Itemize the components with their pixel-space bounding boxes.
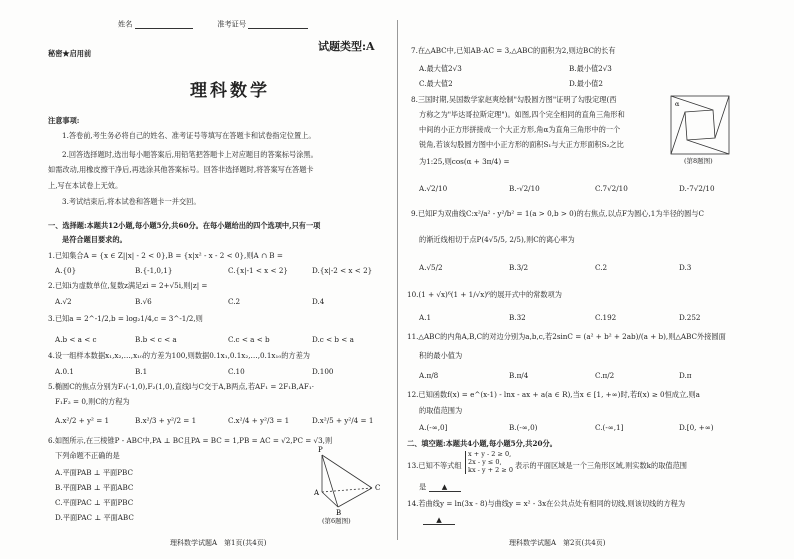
pinwheel-line xyxy=(715,96,729,138)
blank-mark: ▲ xyxy=(436,515,442,524)
question-8-line: 方称之为"毕达哥拉斯定理")。如图,四个完全相同的直角三角形和 xyxy=(419,110,625,119)
question-option: D.-7√2/10 xyxy=(679,184,715,193)
question-option: C.{x|-1 < x < 2} xyxy=(228,266,288,275)
question-11-stem: 11.△ABC的内角A,B,C的对边分别为a,b,c,若2sinC = (a² + b² + 2ab)/(a + b),则△ABC外接圆面 xyxy=(407,332,726,341)
question-7-stem: 7.在△ABC中,已知AB·AC = 3,△ABC的面积为2,则边BC的长有 xyxy=(411,46,616,55)
page-title: 理科数学 xyxy=(190,81,270,101)
question-option: A.0.1 xyxy=(55,367,74,376)
question-option: A.√2 xyxy=(55,297,72,306)
question-option: D.π xyxy=(679,371,692,380)
angle-alpha: α xyxy=(675,100,680,108)
question-option: A.1 xyxy=(419,313,432,322)
question-option: C.π/2 xyxy=(595,371,615,380)
question-5-stem-cont: F₁F₂ = 0,则C的方程为 xyxy=(55,397,130,406)
question-5-stem: 5.椭圆C的焦点分别为F₁(-1,0),F₂(1,0),直线l与C交于A,B两点,若AF₁ = 2F₁B,AF₁· xyxy=(48,382,315,391)
question-12-stem: 12.已知函数f(x) = e^(x-1) - lnx - ax + a(a ∈ R),当x ∈ [1, +∞)时,若f(x) ≥ 0恒成立,则a xyxy=(407,390,700,399)
question-8-line: 中间的小正方形拼接成一个大正方形,角α为直角三角形中的一个 xyxy=(419,125,621,134)
question-option: B.32 xyxy=(509,313,526,322)
note-line: 如需改动,用橡皮擦干净后,再选涂其他答案标号。回答非选择题时,将答案写在答题卡 xyxy=(48,165,314,174)
question-8-line: 为1:25,则cos(α + 3π/4) = xyxy=(419,157,510,166)
notes-heading: 注意事项: xyxy=(48,116,80,125)
question-10-stem: 10.(1 + √x)⁶(1 + 1/√x)⁶的展开式中的常数项为 xyxy=(407,290,562,299)
question-3-stem: 3.已知a = 2^-1/2,b = log₂1/4,c = 3^-1/2,则 xyxy=(48,314,203,323)
question-option: B.平面PAB ⊥ 平面ABC xyxy=(55,483,134,492)
footer-right: 理科数学试题A 第2页(共4页) xyxy=(509,539,606,547)
question-1-stem: 1.已知集合A = {x ∈ Z||x| - 2 < 0},B = {x|x² - x - 2 < 0},则A ∩ B = xyxy=(48,251,283,260)
answer-blank xyxy=(423,516,455,525)
question-option: B.(-∞,0) xyxy=(509,423,538,432)
inequality-line: 2x - y ≤ 0, xyxy=(468,457,502,466)
question-option: A.x²/2 + y² = 1 xyxy=(55,416,110,425)
section2-heading: 二、填空题:本题共4小题,每小题5分,共20分。 xyxy=(407,439,557,448)
question-14-blank xyxy=(423,516,455,525)
question-option: D.[0, +∞) xyxy=(679,423,714,432)
question-option: A.{0} xyxy=(55,266,77,275)
question-option: D.x²/5 + y²/4 = 1 xyxy=(312,416,374,425)
question-11-stem-cont: 积的最小值为 xyxy=(419,351,463,360)
pinwheel-line xyxy=(687,140,729,154)
exam-type: 试题类型:A xyxy=(318,40,375,53)
question-option: B.-√2/10 xyxy=(509,184,540,193)
question-option: D.4 xyxy=(312,297,325,306)
pinwheel-line xyxy=(671,112,685,154)
label-p: P xyxy=(318,446,323,454)
id-label: 准考证号 xyxy=(217,19,247,29)
question-13-tail xyxy=(419,483,461,492)
figure-6-caption: (第6题图) xyxy=(322,517,351,525)
pinwheel-figure xyxy=(399,0,794,559)
label-b: B xyxy=(336,509,342,517)
question-option: B.最小值2√3 xyxy=(569,64,612,73)
question-14-stem: 14.若曲线y = ln(3x - 8)与曲线y = x² - 3x在公共点处有相同的切线,则该切线的方程为 xyxy=(407,499,686,508)
column-divider xyxy=(397,20,398,540)
question-option: C.7√2/10 xyxy=(595,184,628,193)
question-option: C.x²/4 + y²/3 = 1 xyxy=(228,416,290,425)
question-8-line: 8.三国时期,吴国数学家赵爽绘制"勾股圆方图"证明了勾股定理(西 xyxy=(411,95,617,104)
question-13-tail-text: 是 xyxy=(419,482,427,492)
question-option: B.√6 xyxy=(135,297,152,306)
question-option: C.最大值2 xyxy=(419,79,453,88)
question-12-stem-cont: 的取值范围为 xyxy=(419,406,463,415)
question-option: C.(-∞,1] xyxy=(595,423,624,432)
inequality-system xyxy=(465,451,513,474)
edge-pc xyxy=(322,455,372,488)
question-option: A.b < a < c xyxy=(55,335,97,344)
inner-square xyxy=(685,110,715,140)
question-option: C.c < a < b xyxy=(228,335,270,344)
question-4-stem: 4.设一组样本数据x₁,x₂,…,x₁₀的方差为100,则数据0.1x₁,0.1x₂,…,0.1x₁₀的方差为 xyxy=(48,351,310,360)
question-6-stem: 6.如图所示,在三棱锥P - ABC中,PA ⊥ BC且PA = BC = 1,PB = AC = √2,PC = √3,则 xyxy=(48,436,333,445)
question-option: B.3/2 xyxy=(509,263,529,272)
edge-ac xyxy=(322,488,372,492)
question-option: C.2 xyxy=(595,263,608,272)
blank-mark: ▲ xyxy=(441,482,448,491)
question-option: D.{x|-2 < x < 2} xyxy=(312,266,373,275)
question-6-stem-cont: 下列命题不正确的是 xyxy=(55,451,120,460)
question-option: C.192 xyxy=(595,313,617,322)
question-option: D.3 xyxy=(679,263,692,272)
question-option: D.252 xyxy=(679,313,701,322)
question-option: B.{-1,0,1} xyxy=(135,266,173,275)
question-option: A.最大值2√3 xyxy=(419,64,462,73)
question-option: C.平面PAC ⊥ 平面PBC xyxy=(55,498,134,507)
question-option: A.√5/2 xyxy=(419,263,443,272)
question-option: A.平面PAB ⊥ 平面PBC xyxy=(55,468,133,477)
question-option: A.(-∞,0] xyxy=(419,423,448,432)
question-9-stem: 9.已知F为双曲线C:x²/a² - y²/b² = 1(a > 0,b > 0)的右焦点,以点F为圆心,1为半径的圆与C xyxy=(411,209,704,218)
question-option: C.10 xyxy=(228,367,245,376)
question-2-stem: 2.已知i为虚数单位,复数z满足zi = 2+√5i,则|z| = xyxy=(48,281,208,290)
inequality-line: x + y - 2 ≥ 0, xyxy=(468,450,512,458)
question-option: D.最小值2 xyxy=(569,79,603,88)
question-13-lead: 13.已知不等式组 xyxy=(407,461,462,470)
question-option: D.c < b < a xyxy=(312,335,354,344)
question-9-stem-cont: 的渐近线相切于点P(4√5/5, 2/5),则C的离心率为 xyxy=(419,235,575,244)
note-line: 上,写在本试卷上无效。 xyxy=(48,181,123,190)
note-line: 1.答卷前,考生务必将自己的姓名、准考证号等填写在答题卡和试卷指定位置上。 xyxy=(62,131,316,140)
question-option: B.b < c < a xyxy=(135,335,177,344)
question-option: A.√2/10 xyxy=(419,184,448,193)
inequality-line: kx - y + 2 ≥ 0 xyxy=(468,465,514,474)
footer-left: 理科数学试题A 第1页(共4页) xyxy=(170,539,267,547)
question-option: B.π/4 xyxy=(509,371,529,380)
figure-8-caption: (第8题图) xyxy=(684,157,713,165)
question-option: D.平面PAC ⊥ 平面ABC xyxy=(55,513,134,522)
question-option: C.2 xyxy=(228,297,241,306)
answer-blank xyxy=(429,483,461,492)
note-line: 2.回答选择题时,选出每小题答案后,用铅笔把答题卡上对应题目的答案标号涂黑。 xyxy=(62,150,318,159)
note-line: 3.考试结束后,将本试卷和答题卡一并交回。 xyxy=(62,197,201,206)
question-option: B.1 xyxy=(135,367,148,376)
section1-line1: 一、选择题:本题共12小题,每小题5分,共60分。在每小题给出的四个选项中,只有一项 xyxy=(48,221,321,230)
name-label: 姓名 xyxy=(118,19,133,29)
right-column xyxy=(399,0,794,559)
question-option: A.π/8 xyxy=(419,371,439,380)
outer-square xyxy=(671,96,729,154)
question-option: B.x²/3 + y²/2 = 1 xyxy=(135,416,197,425)
label-a: A xyxy=(314,489,320,497)
question-13-body: 表示的平面区域是一个三角形区域,则实数k的取值范围 xyxy=(515,461,687,470)
question-8-line: 锐角,若该勾股圆方图中小正方形的面积S₁与大正方形面积S₂之比 xyxy=(419,140,624,149)
confidential-mark: 秘密★启用前 xyxy=(48,49,92,58)
edge-bc xyxy=(338,488,372,507)
section1-line2: 是符合题目要求的。 xyxy=(62,235,127,244)
question-option: D.100 xyxy=(312,367,334,376)
label-c: C xyxy=(375,484,381,492)
